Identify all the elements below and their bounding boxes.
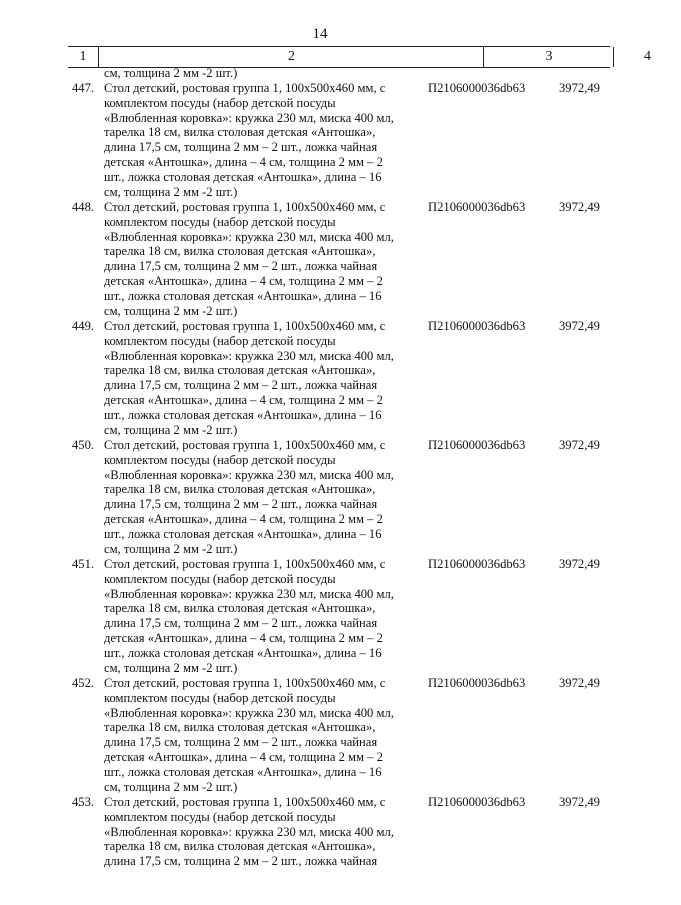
item-description-line: см, толщина 2 мм -2 шт.) [104, 660, 238, 675]
item-description-line: длина 17,5 см, толщина 2 мм – 2 шт., ложка чайная [104, 854, 378, 869]
item-number: 449. [72, 319, 95, 333]
item-description-line: тарелка 18 см, вилка столовая детская «Антошка», [104, 601, 376, 616]
item-description-line: «Влюбленная коровка»: кружка 230 мл, миска 400 мл, [104, 467, 394, 482]
item-description-line: комплектом посуды (набор детской посуды [104, 690, 336, 705]
header-col-1: 1 [79, 49, 87, 64]
item-description-line: длина 17,5 см, толщина 2 мм – 2 шт., ложка чайная [104, 616, 378, 631]
item-number: 453. [72, 795, 95, 809]
item-description-line: длина 17,5 см, толщина 2 мм – 2 шт., ложка чайная [104, 735, 378, 750]
item-code: П2106000036db63 [428, 795, 526, 809]
item-description-line: детская «Антошка», длина – 4 см, толщина 2 мм – 2 [104, 512, 383, 526]
item-description-line: детская «Антошка», длина – 4 см, толщина 2 мм – 2 [104, 155, 383, 169]
item-description-line: шт., ложка столовая детская «Антошка», длина – 16 [104, 288, 382, 303]
item-description-line: детская «Антошка», длина – 4 см, толщина 2 мм – 2 [104, 631, 383, 645]
item-number: 447. [72, 81, 95, 95]
item-description-line: см, толщина 2 мм -2 шт.) [104, 184, 238, 199]
item-description-line: «Влюбленная коровка»: кружка 230 мл, миска 400 мл, [104, 110, 394, 125]
header-col-4: 4 [613, 47, 681, 67]
item-code: П2106000036db63 [428, 200, 526, 214]
item-description-line: см, толщина 2 мм -2 шт.) [104, 779, 238, 794]
item-price: 3972,49 [559, 676, 600, 690]
page-number: 14 [312, 26, 328, 42]
item-description-line: Стол детский, ростовая группа 1, 100х500х460 мм, с [104, 438, 386, 452]
item-number: 448. [72, 200, 95, 214]
continuation-line: см, толщина 2 мм -2 шт.) [104, 66, 238, 80]
item-description-line: тарелка 18 см, вилка столовая детская «Антошка», [104, 244, 376, 259]
item-description-line: Стол детский, ростовая группа 1, 100х500х460 мм, с [104, 200, 386, 214]
item-number: 450. [72, 438, 95, 452]
table-header [68, 46, 651, 68]
item-description-line: «Влюбленная коровка»: кружка 230 мл, миска 400 мл, [104, 586, 394, 601]
item-description-line: Стол детский, ростовая группа 1, 100х500х460 мм, с [104, 676, 386, 690]
item-description-line: Стол детский, ростовая группа 1, 100х500х460 мм, с [104, 557, 386, 571]
item-description-line: Стол детский, ростовая группа 1, 100х500х460 мм, с [104, 319, 386, 333]
item-description-line: тарелка 18 см, вилка столовая детская «Антошка», [104, 482, 376, 497]
item-price: 3972,49 [559, 795, 600, 809]
item-code: П2106000036db63 [428, 557, 526, 571]
item-description-line: «Влюбленная коровка»: кружка 230 мл, миска 400 мл, [104, 229, 394, 244]
item-description-line: тарелка 18 см, вилка столовая детская «Антошка», [104, 720, 376, 735]
item-number: 452. [72, 676, 95, 690]
item-description-line: длина 17,5 см, толщина 2 мм – 2 шт., ложка чайная [104, 259, 378, 274]
item-description-line: комплектом посуды (набор детской посуды [104, 809, 336, 824]
item-description-line: комплектом посуды (набор детской посуды [104, 333, 336, 348]
header-col-3: 3 [483, 47, 614, 67]
item-description-line: шт., ложка столовая детская «Антошка», длина – 16 [104, 526, 382, 541]
item-description-line: Стол детский, ростовая группа 1, 100х500х460 мм, с [104, 795, 386, 809]
item-description-line: см, толщина 2 мм -2 шт.) [104, 541, 238, 556]
item-description-line: шт., ложка столовая детская «Антошка», длина – 16 [104, 169, 382, 184]
item-description-line: длина 17,5 см, толщина 2 мм – 2 шт., ложка чайная [104, 497, 378, 512]
item-description-line: комплектом посуды (набор детской посуды [104, 214, 336, 229]
item-code: П2106000036db63 [428, 81, 526, 95]
item-number: 451. [72, 557, 95, 571]
item-description-line: тарелка 18 см, вилка столовая детская «Антошка», [104, 125, 376, 140]
header-col-2: 2 [98, 47, 484, 67]
item-description-line: тарелка 18 см, вилка столовая детская «Антошка», [104, 363, 376, 378]
item-code: П2106000036db63 [428, 676, 526, 690]
item-description-line: шт., ложка столовая детская «Антошка», длина – 16 [104, 764, 382, 779]
item-description-line: детская «Антошка», длина – 4 см, толщина 2 мм – 2 [104, 274, 383, 288]
item-description-line: «Влюбленная коровка»: кружка 230 мл, миска 400 мл, [104, 705, 394, 720]
item-price: 3972,49 [559, 438, 600, 452]
item-description-line: комплектом посуды (набор детской посуды [104, 452, 336, 467]
item-price: 3972,49 [559, 557, 600, 571]
item-description-line: «Влюбленная коровка»: кружка 230 мл, миска 400 мл, [104, 348, 394, 363]
item-price: 3972,49 [559, 200, 600, 214]
item-description-line: см, толщина 2 мм -2 шт.) [104, 422, 238, 437]
item-description-line: комплектом посуды (набор детской посуды [104, 571, 336, 586]
item-description-line: Стол детский, ростовая группа 1, 100х500х460 мм, с [104, 81, 386, 95]
item-price: 3972,49 [559, 81, 600, 95]
item-description-line: детская «Антошка», длина – 4 см, толщина 2 мм – 2 [104, 750, 383, 764]
item-description-line: комплектом посуды (набор детской посуды [104, 95, 336, 110]
item-price: 3972,49 [559, 319, 600, 333]
item-description-line: шт., ложка столовая детская «Антошка», длина – 16 [104, 407, 382, 422]
item-description-line: см, толщина 2 мм -2 шт.) [104, 303, 238, 318]
item-code: П2106000036db63 [428, 438, 526, 452]
item-code: П2106000036db63 [428, 319, 526, 333]
item-description-line: детская «Антошка», длина – 4 см, толщина 2 мм – 2 [104, 393, 383, 407]
item-description-line: шт., ложка столовая детская «Антошка», длина – 16 [104, 645, 382, 660]
item-description-line: длина 17,5 см, толщина 2 мм – 2 шт., ложка чайная [104, 378, 378, 393]
item-description-line: длина 17,5 см, толщина 2 мм – 2 шт., ложка чайная [104, 140, 378, 155]
item-description-line: «Влюбленная коровка»: кружка 230 мл, миска 400 мл, [104, 824, 394, 839]
item-description-line: тарелка 18 см, вилка столовая детская «Антошка», [104, 839, 376, 854]
